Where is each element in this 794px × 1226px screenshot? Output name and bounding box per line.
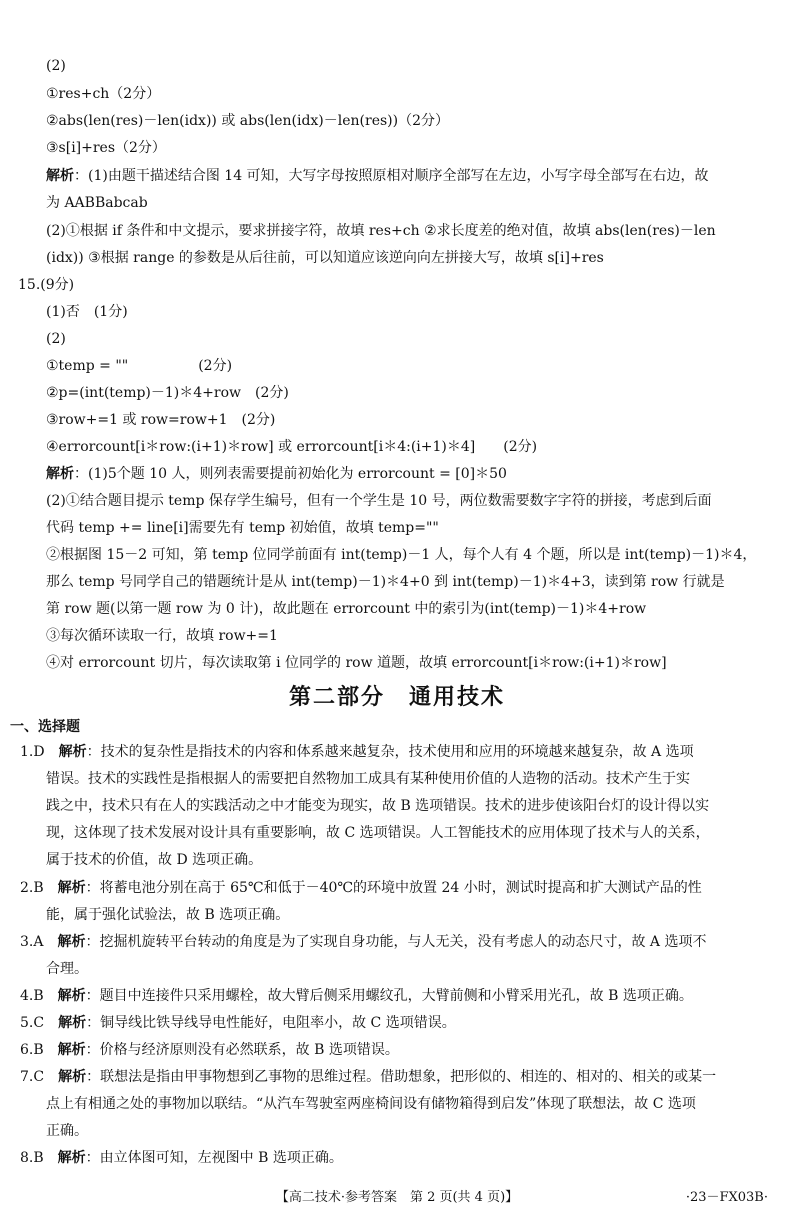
question-number: 15.(9分) [18,277,75,293]
text-line: 错误。技术的实践性是指根据人的需要把自然物加工成具有某种使用价值的人造物的活动。技术产生于实 [46,771,690,787]
text-line: 点上有相通之处的事物加以联结。“从汽车驾驶室两座椅间设有储物箱得到启发”体现了联想法，故 C 选项 [46,1096,696,1112]
text-line: (2)①结合题目提示 temp 保存学生编号，但有一个学生是 10 号，两位数需要数字字符的拼接，考虑到后面 [46,493,712,509]
text-line: 解析：(1)5个题 10 人，则列表需要提前初始化为 errorcount = [0]＊50 [46,466,507,482]
analysis-label: 解析 [46,168,74,184]
text-line: 为 AABBabcab [46,195,148,211]
text-line: ①res+ch（2分） [46,86,161,102]
answer-item: 7.C 解析：联想法是指由甲事物想到乙事物的思维过程。借助想象，把形似的、相连的、相对的、相关的或某一 [20,1069,717,1085]
answer-item: 4.B 解析：题目中连接件只采用螺栓，故大臂后侧采用螺纹孔，大臂前侧和小臂采用光孔，故 B 选项正确。 [20,988,693,1004]
answer-item: 3.A 解析：挖掘机旋转平台转动的角度是为了实现自身功能，与人无关，没有考虑人的动态尺寸，故 A 选项不 [20,934,707,950]
answer-item: 8.B 解析：由立体图可知，左视图中 B 选项正确。 [20,1150,343,1166]
text-line: ①temp = "" (2分) [46,358,233,374]
text-line: (2) [46,58,66,74]
doc-code: ·23－FX03B· [685,1190,768,1205]
text-line: 践之中，技术只有在人的实践活动之中才能变为现实，故 B 选项错误。技术的进步使该阳台灯的设计得以实 [46,798,710,814]
answer-item: 2.B 解析：将蓄电池分别在高于 65℃和低于－40℃的环境中放置 24 小时，测试时提高和扩大测试产品的性 [20,880,702,896]
text-line: (1)否 (1分) [46,304,128,320]
text-line: ②abs(len(res)－len(idx)) 或 abs(len(idx)－len(res))（2分） [46,113,449,129]
text-line: 解析：(1)由题干描述结合图 14 可知，大写字母按照原相对顺序全部写在左边，小写字母全部写在右边，故 [46,168,709,184]
part-heading: 第二部分 通用技术 [288,685,505,710]
text-line: 正确。 [46,1123,88,1139]
section-title: 一、选择题 [10,719,80,735]
text-line: 第 row 题(以第一题 row 为 0 计)，故此题在 errorcount 中的索引为(int(temp)－1)＊4+row [46,601,647,617]
text-line: (2) [46,331,66,347]
text-line: ②根据图 15－2 可知，第 temp 位同学前面有 int(temp)－1 人，每个人有 4 个题，所以是 int(temp)－1)＊4， [46,547,757,563]
text-line: ③s[i]+res（2分） [46,140,166,156]
answer-item: 6.B 解析：价格与经济原则没有必然联系，故 B 选项错误。 [20,1042,399,1058]
text-line: 合理。 [46,961,88,977]
analysis-label: 解析 [46,466,74,482]
text-line: ④对 errorcount 切片，每次读取第 i 位同学的 row 道题，故填 errorcount[i＊row:(i+1)＊row] [46,655,667,671]
page-footer: 【高二技术·参考答案 第 2 页(共 4 页)】 [275,1190,519,1205]
text-line: (idx)) ③根据 range 的参数是从后往前，可以知道应该逆向向左拼接大写，故填 s[i]+res [46,250,604,266]
text-line: ②p=(int(temp)－1)＊4+row (2分) [46,385,289,401]
text-line: 能，属于强化试验法，故 B 选项正确。 [46,907,290,923]
text-line: 现，这体现了技术发展对设计具有重要影响，故 C 选项错误。人工智能技术的应用体现了技术与人的关系， [46,825,710,841]
text-line: (2)①根据 if 条件和中文提示，要求拼接字符，故填 res+ch ②求长度差的绝对值，故填 abs(len(res)－len [46,223,716,239]
answer-item: 1.D 解析：技术的复杂性是指技术的内容和体系越来越复杂，技术使用和应用的环境越来越复杂，故 A 选项 [20,744,694,760]
text-line: ④errorcount[i＊row:(i+1)＊row] 或 errorcount[i＊4:(i+1)＊4] (2分) [46,439,538,455]
text-line: 属于技术的价值，故 D 选项正确。 [46,852,263,868]
text-line: ③row+=1 或 row=row+1 (2分) [46,412,276,428]
text-line: ③每次循环读取一行，故填 row+=1 [46,628,278,644]
text-line: 那么 temp 号同学自己的错题统计是从 int(temp)－1)＊4+0 到 int(temp)－1)＊4+3，读到第 row 行就是 [46,574,725,590]
answer-item: 5.C 解析：铜导线比铁导线导电性能好，电阻率小，故 C 选项错误。 [20,1015,456,1031]
text-line: 代码 temp += line[i]需要先有 temp 初始值，故填 temp="" [46,520,439,536]
